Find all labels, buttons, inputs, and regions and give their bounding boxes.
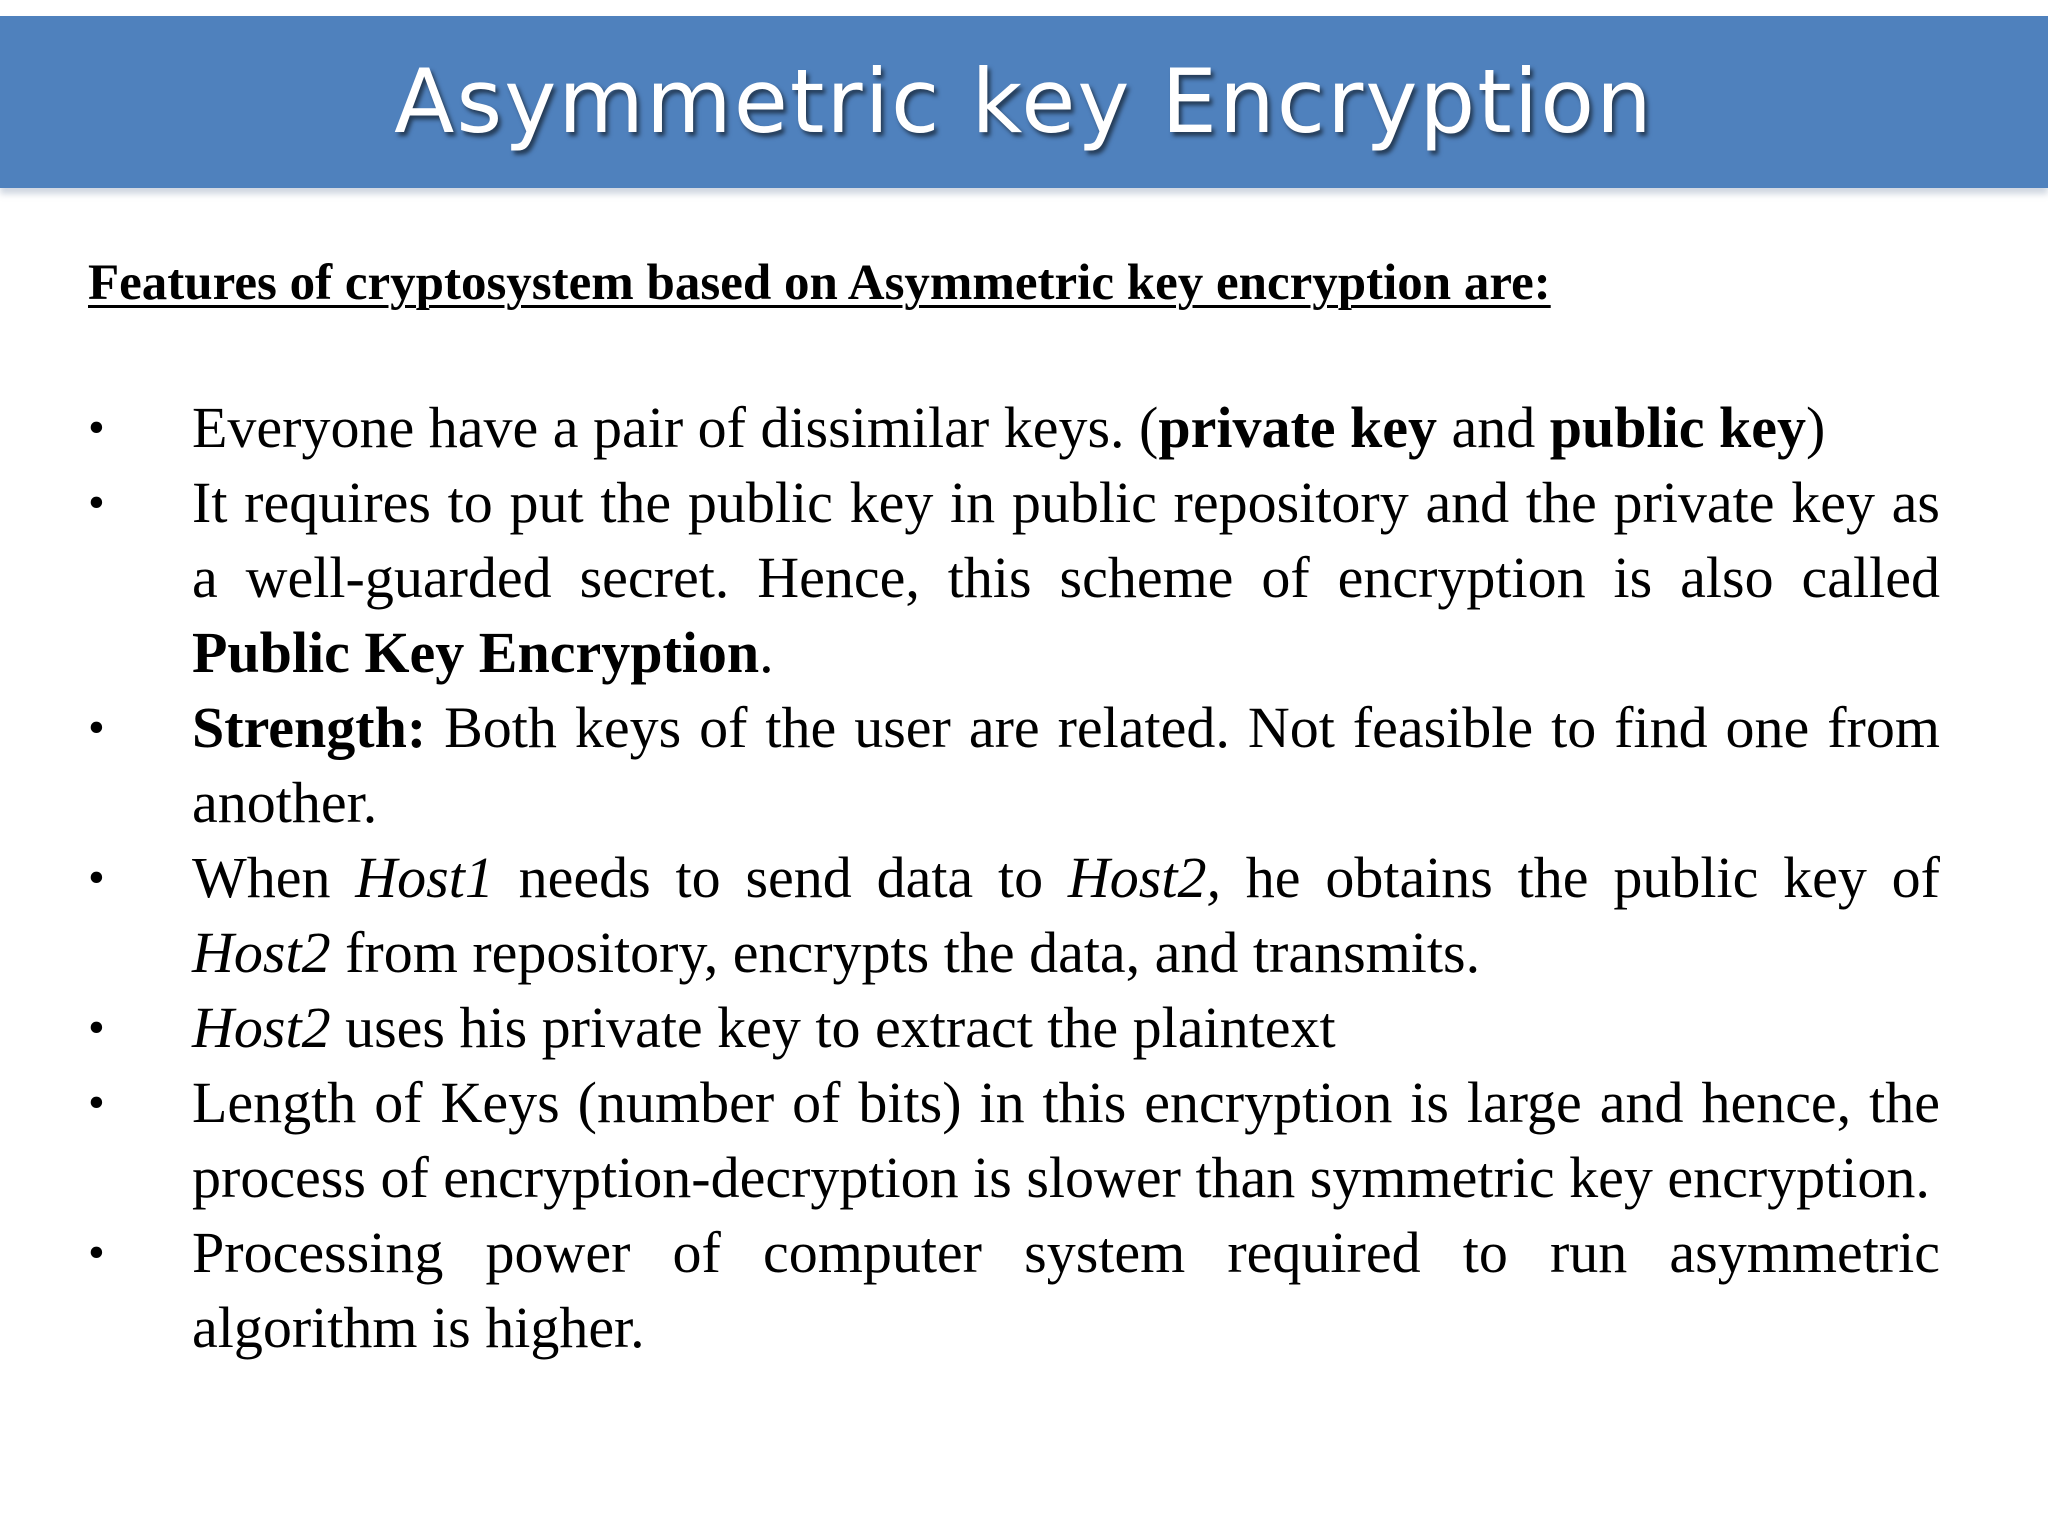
feature-text <box>192 465 1940 690</box>
italic-term: Host2 <box>192 995 331 1060</box>
feature-item <box>0 840 2048 990</box>
bold-term: Strength: <box>192 695 427 760</box>
feature-item <box>0 1065 2048 1215</box>
feature-item <box>0 1215 2048 1365</box>
feature-text <box>192 840 1940 990</box>
text-run: It requires to put the public key in public repository and the private key as a well-guarded secret. Hence, this scheme of encryption is also called <box>192 470 1940 610</box>
feature-item <box>0 990 2048 1065</box>
bullet-icon: • <box>88 1226 105 1279</box>
bullet-icon: • <box>88 476 105 529</box>
italic-term: Host2, <box>1067 845 1221 910</box>
feature-list <box>0 390 2048 1365</box>
text-run: . <box>759 620 774 685</box>
text-run: from repository, encrypts the data, and transmits. <box>330 920 1481 985</box>
text-run: When <box>192 845 356 910</box>
text-run: ) <box>1806 395 1826 460</box>
feature-item <box>0 465 2048 690</box>
bold-term: private key <box>1158 395 1438 460</box>
bullet-icon: • <box>88 701 105 754</box>
text-run: he obtains the public key of <box>1220 845 1940 910</box>
feature-item <box>0 690 2048 840</box>
text-run: needs to send data to <box>493 845 1068 910</box>
text-run: Processing power of computer system required to run asymmetric algorithm is higher. <box>192 1220 1940 1360</box>
feature-text <box>192 1215 1940 1365</box>
bold-term: public key <box>1549 395 1807 460</box>
bullet-icon: • <box>88 851 105 904</box>
italic-term: Host2 <box>192 920 331 985</box>
features-heading: Features of cryptosystem based on Asymmetric key encryption are: <box>88 255 1551 311</box>
slide-title: Asymmetric key Encryption <box>394 50 1654 153</box>
text-run: and <box>1437 395 1550 460</box>
title-bar <box>0 16 2048 188</box>
feature-item <box>0 390 2048 465</box>
feature-text <box>192 390 1940 465</box>
italic-term: Host1 <box>355 845 494 910</box>
bullet-icon: • <box>88 1001 105 1054</box>
text-run: Both keys of the user are related. Not feasible to find one from another. <box>192 695 1940 835</box>
bullet-icon: • <box>88 1076 105 1129</box>
bullet-icon: • <box>88 401 105 454</box>
feature-text <box>192 1065 1940 1215</box>
feature-text <box>192 690 1940 840</box>
text-run: Length of Keys (number of bits) in this encryption is large and hence, the process of encryption-decryption is slower than symmetric key encryption. <box>192 1070 1940 1210</box>
text-run: Everyone have a pair of dissimilar keys. ( <box>192 395 1159 460</box>
bold-term: Public Key Encryption <box>192 620 760 685</box>
text-run: uses his private key to extract the plaintext <box>330 995 1336 1060</box>
feature-text <box>192 990 1940 1065</box>
